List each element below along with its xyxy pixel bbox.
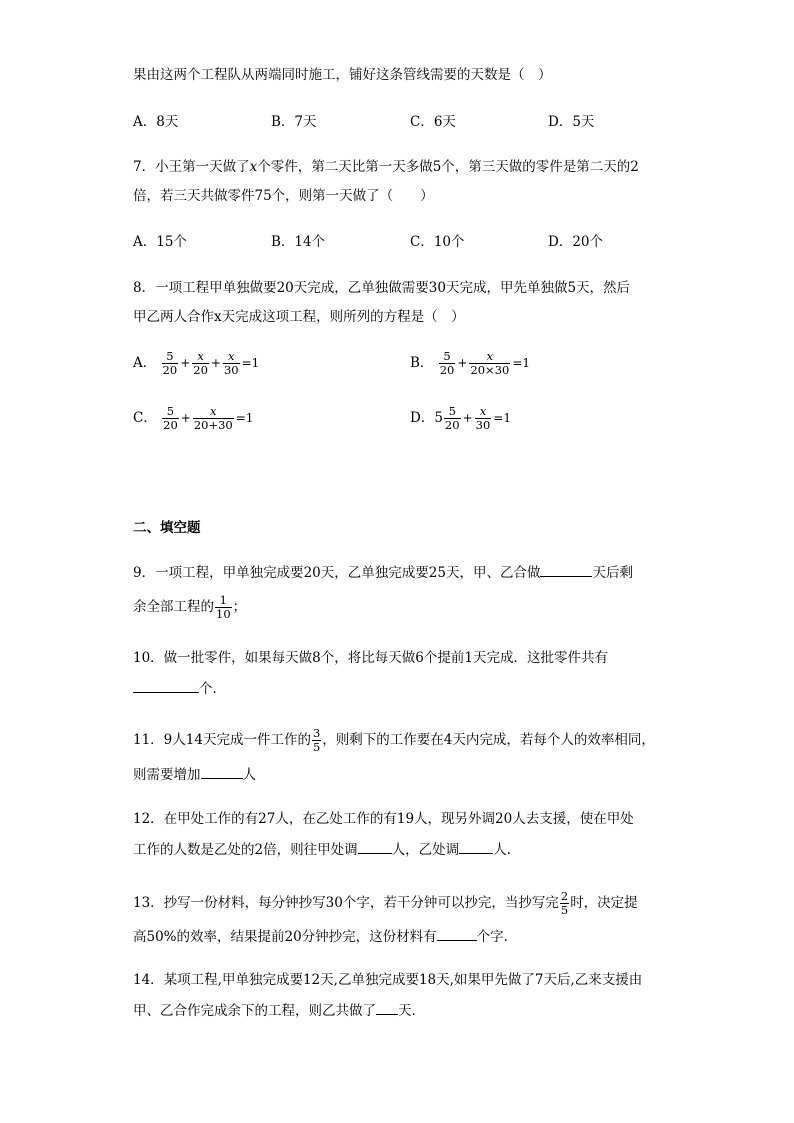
q8-option-a-label: A． [133,355,157,371]
q9-line-1: 9．一项工程，甲单独完成要20天，乙单独完成要25天，甲、乙合做 天后剩 [133,562,633,583]
q7-text-a: 7．小王第一天做了 [133,159,250,175]
fraction: $\frac{1}{10}$ [216,593,231,621]
answer-blank[interactable] [437,926,477,941]
q13-line-1: 13．抄写一份材料，每分钟抄写30个字，若干分钟可以抄完，当抄写完 $\frac{2}{5}$ 时，决定提 [133,889,638,917]
fraction: $\frac{x}{30}$ [475,404,491,432]
q8-option-d-label: D． [410,410,435,426]
answer-blank[interactable] [133,678,199,693]
q6-line: 果由这两个工程队从两端同时施工，铺好这条管线需要的天数是（ ） [133,67,552,83]
q7-option-b: B．14个 [271,234,326,250]
q7-option-c: C．10个 [410,234,465,250]
q7-line-2: 倍，若三天共做零件75个，则第一天做了（ ） [133,188,434,204]
q13-line-2: 高50%的效率，结果提前20分钟抄完，这份材料有 个字. [133,926,508,947]
q8-option-c: C． $\frac{5}{20}$ + $\frac{x}{20+30}$ =1 [133,404,254,432]
q12-line-2: 工作的人数是乙处的2倍，则往甲处调 人，乙处调 人. [133,839,511,860]
q6-option-c: C．6天 [410,114,456,130]
fraction: $\frac{x}{20+30}$ [193,404,233,432]
q6-option-b: B．7天 [271,114,317,130]
q11-line-2: 则需要增加 人 [133,764,256,785]
q7-text-b: 个零件，第二天比第一天多做5个，第三天做的零件是第二天的2 [257,159,639,175]
q8-line-2: 甲乙两人合作x天完成这项工程，则所列的方程是（ ） [133,309,465,325]
fraction: $\frac{x}{20\times 30}$ [470,349,510,377]
fraction: $\frac{5}{20}$ [163,404,178,432]
fraction: $\frac{x}{20}$ [193,349,208,377]
answer-blank[interactable] [358,839,392,854]
q11-line-1: 11．9人14天完成一件工作的 $\frac{3}{5}$ ，则剩下的工作要在4天内完成，若每个人的效率相同， [133,726,655,754]
q8-line-1: 8．一项工程甲单独做要20天完成，乙单独做需要30天完成，甲先单独做5天，然后 [133,280,631,296]
fraction: $\frac{2}{5}$ [560,889,569,917]
fraction: $\frac{5}{20}$ [162,349,178,377]
q10-line-1: 10．做一批零件，如果每天做8个，将比每天做6个提前1天完成．这批零件共有 [133,650,608,666]
answer-blank[interactable] [540,562,592,577]
fraction: $\frac{3}{5}$ [312,726,321,754]
q6-option-a: A．8天 [133,114,179,130]
answer-blank[interactable] [459,839,493,854]
q8-option-b-label: B． [410,355,434,371]
q7-option-d: D．20个 [548,234,604,250]
q7-option-a: A．15个 [133,234,187,250]
q14-line-1: 14．某项工程,甲单独完成要12天,乙单独完成要18天,如果甲先做了7天后,乙来支援由 [133,972,643,988]
section-title: 二、填空题 [133,520,201,536]
q8-option-d: D．5 $\frac{5}{20}$ + $\frac{x}{30}$ =1 [410,404,511,432]
q7-variable: x [249,159,258,175]
q6-option-d: D．5天 [548,114,595,130]
q7-line-1 [133,157,639,177]
q8-option-a: A． $\frac{5}{20}$ + $\frac{x}{20}$ + $\frac{x}{30}$ =1 [133,349,260,377]
q12-line-1: 12．在甲处工作的有27人，在乙处工作的有19人，现另外调20人去支援，使在甲处 [133,811,634,827]
answer-blank[interactable] [201,764,243,779]
q8-option-c-label: C． [133,410,157,426]
fraction: $\frac{5}{20}$ [444,404,460,432]
q14-line-2: 甲、乙合作完成余下的工程，则乙共做了 天． [133,1000,425,1021]
q10-line-2: 个． [133,678,226,699]
q9-line-2: 余全部工程的 $\frac{1}{10}$ ； [133,593,247,621]
fraction: $\frac{x}{30}$ [223,349,239,377]
answer-blank[interactable] [376,1000,398,1015]
fraction: $\frac{5}{20}$ [439,349,455,377]
q8-option-b: B． $\frac{5}{20}$ + $\frac{x}{20\times 30}$ =1 [410,349,531,377]
